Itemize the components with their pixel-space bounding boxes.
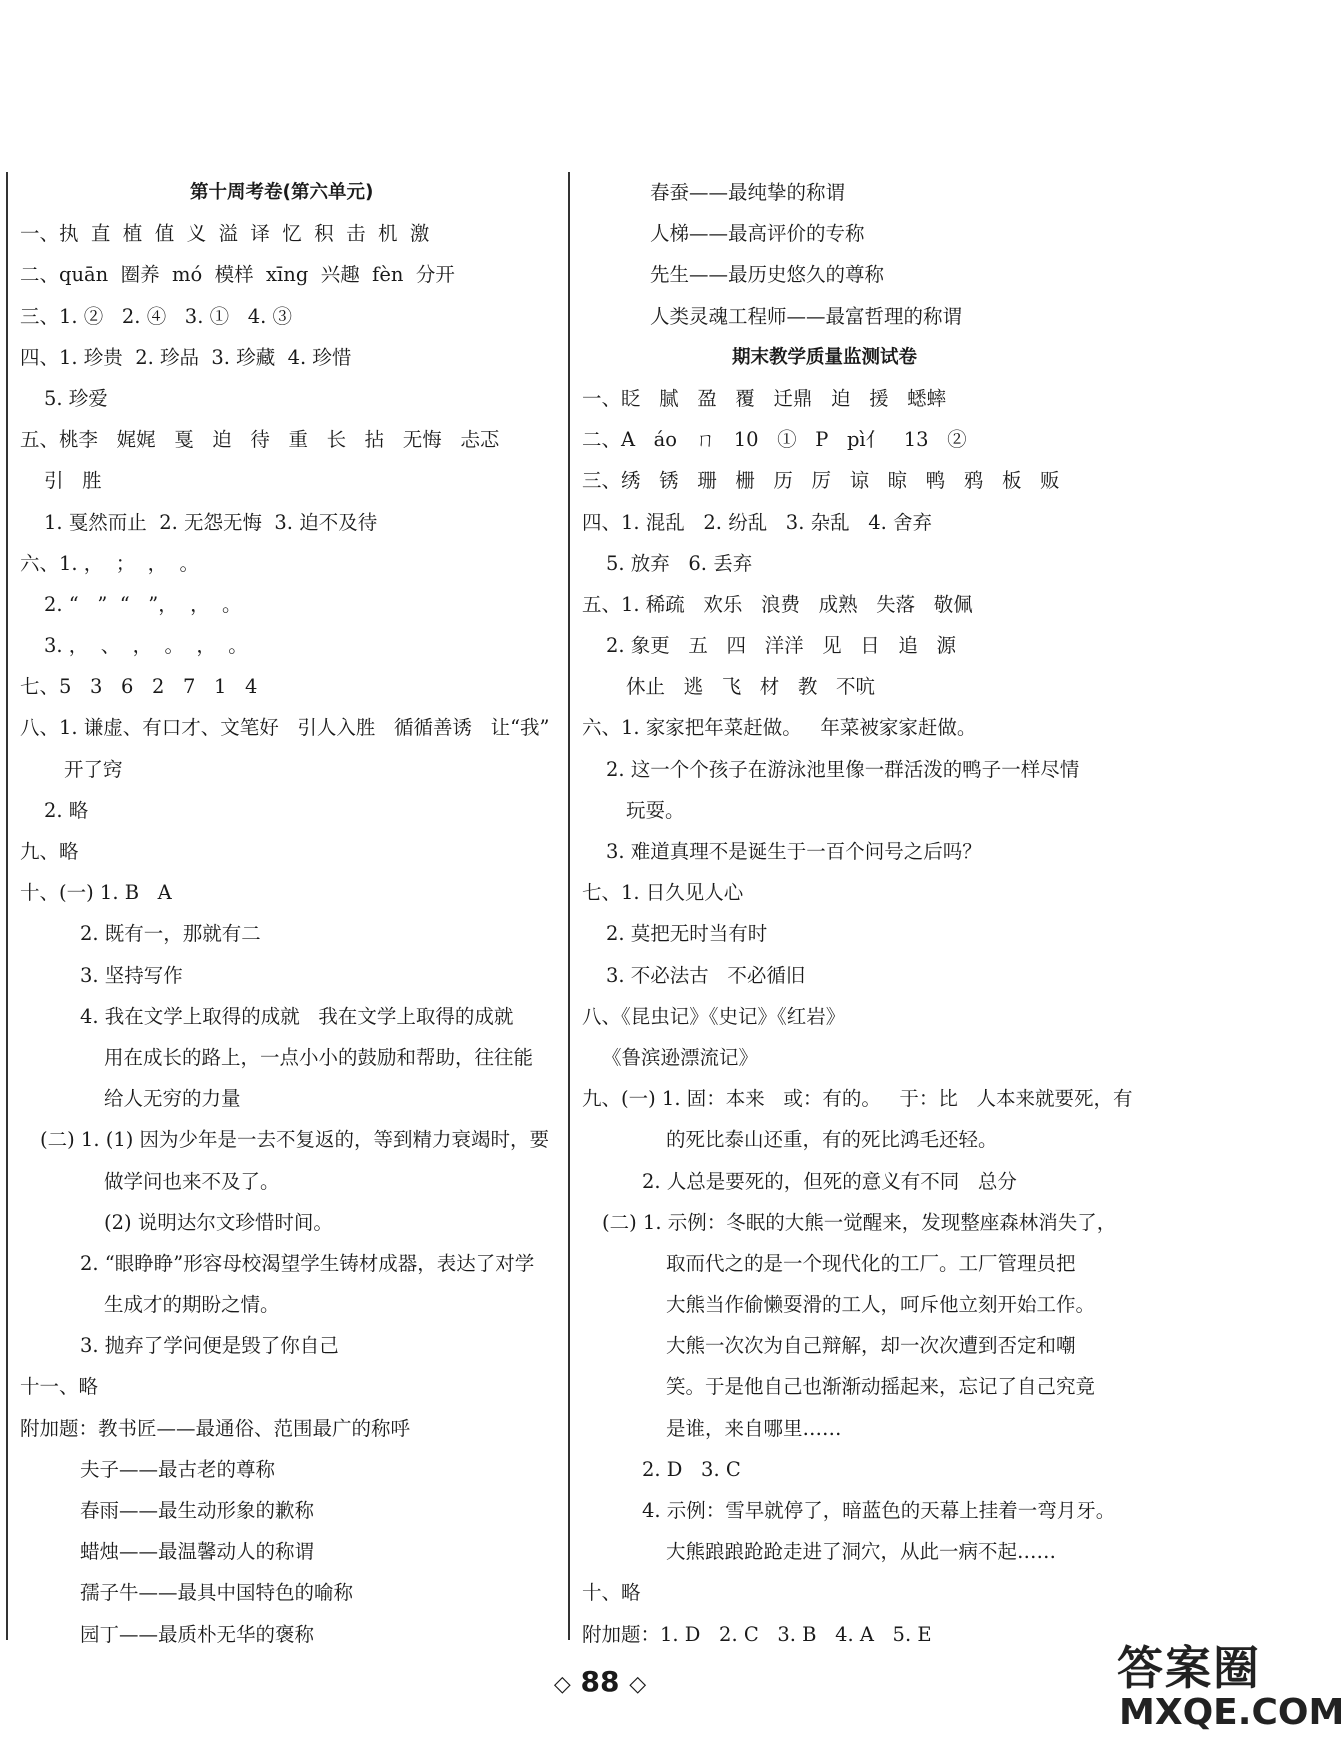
answer-line: 3. 不必法古 不必循旧 <box>606 963 806 987</box>
answer-line: 一、执 直 植 值 义 溢 译 忆 积 击 机 激 <box>20 222 430 246</box>
answer-line: 人类灵魂工程师——最富哲理的称谓 <box>650 304 963 328</box>
answer-line: 用在成长的路上，一点小小的鼓励和帮助，往往能 <box>104 1045 534 1069</box>
answer-line: 人梯——最高评价的专称 <box>650 222 865 246</box>
answer-line: (二) 1. (1) 因为少年是一去不复返的，等到精力衰竭时，要 <box>40 1128 550 1152</box>
answer-line: 3. 难道真理不是诞生于一百个问号之后吗？ <box>606 840 982 863</box>
answer-line: 3. 抛弃了学问便是毁了你自己 <box>80 1334 339 1358</box>
answer-line: 的死比泰山还重，有的死比鸿毛还轻。 <box>666 1128 998 1152</box>
answer-line: 附加题：1. D 2. C 3. B 4. A 5. E <box>582 1622 932 1646</box>
answer-line: 八、1. 谦虚、有口才、文笔好 引人入胜 循循善诱 让“我” <box>20 716 550 740</box>
answer-line: 4. 示例：雪早就停了，暗蓝色的天幕上挂着一弯月牙。 <box>642 1499 1116 1522</box>
answer-line: 3. 坚持写作 <box>80 963 183 987</box>
answer-line: 5. 放弃 6. 丢弃 <box>606 551 753 575</box>
watermark-logo <box>1115 1630 1344 1738</box>
diamond-right-icon: ◇ <box>629 1672 647 1697</box>
answer-line: 九、(一) 1. 固：本来 或：有的。 于：比 人本来就要死，有 <box>582 1087 1133 1111</box>
answer-line: 2. 莫把无时当有时 <box>606 922 768 946</box>
answer-line: 十一、略 <box>20 1375 99 1399</box>
answer-line: 二、A áo ㄇ 10 ① P pì亻 13 ② <box>582 428 967 452</box>
answer-line: 玩耍。 <box>626 798 685 822</box>
answer-line: 大熊当作偷懒耍滑的工人，呵斥他立刻开始工作。 <box>666 1293 1096 1317</box>
answer-line: 笑。于是他自己也渐渐动摇起来，忘记了自己究竟 <box>666 1375 1096 1399</box>
answer-line: 休止 逃 飞 材 教 不吭 <box>626 675 875 699</box>
answer-line: 《鲁滨逊漂流记》 <box>602 1045 759 1069</box>
answer-line: 2. 这一个个孩子在游泳池里像一群活泼的鸭子一样尽情 <box>606 757 1080 781</box>
answer-line: 六、1. 家家把年菜赶做。 年菜被家家赶做。 <box>582 716 977 740</box>
answer-line: 七、5 3 6 2 7 1 4 <box>20 675 258 699</box>
answer-line: 二、quān 圈养 mó 模样 xīng 兴趣 fèn 分开 <box>20 263 455 287</box>
answer-line: 夫子——最古老的尊称 <box>80 1457 276 1481</box>
answer-line: 七、1. 日久见人心 <box>582 881 744 905</box>
answer-line: 2. 象更 五 四 洋洋 见 日 追 源 <box>606 634 956 658</box>
answer-line: 八、《昆虫记》《史记》《红岩》 <box>582 1004 846 1028</box>
answer-line: 大熊踉踉跄跄走进了洞穴，从此一病不起…… <box>666 1540 1057 1564</box>
answer-line: 5. 珍爱 <box>44 386 108 410</box>
answer-line: 2. “ ” “ ”， ， 。 <box>44 592 242 616</box>
answer-line: (2) 说明达尔文珍惜时间。 <box>104 1210 333 1234</box>
answer-line: 2. 既有一，那就有二 <box>80 922 261 946</box>
answer-line: (二) 1. 示例：冬眠的大熊一觉醒来，发现整座森林消失了， <box>602 1210 1117 1234</box>
page-number: 88 <box>580 1665 620 1698</box>
answer-line: 2. D 3. C <box>642 1457 741 1481</box>
answer-line: 1. 戛然而止 2. 无怨无悔 3. 迫不及待 <box>44 510 378 534</box>
answer-line: 开了窍 <box>64 757 123 781</box>
watermark-en: MXQE.COM <box>1119 1692 1344 1733</box>
answer-line: 是谁，来自哪里…… <box>666 1416 842 1440</box>
page-footer <box>540 1665 660 1698</box>
answer-line: 给人无穷的力量 <box>104 1087 241 1111</box>
answer-line: 十、(一) 1. B A <box>20 881 172 905</box>
answer-line: 2. 人总是要死的，但死的意义有不同 总分 <box>642 1169 1017 1193</box>
answer-line: 做学问也来不及了。 <box>104 1169 280 1193</box>
answer-line: 大熊一次次为自己辩解，却一次次遭到否定和嘲 <box>666 1334 1076 1358</box>
answer-line: 引 胜 <box>44 469 102 493</box>
answer-line: 三、1. ② 2. ④ 3. ① 4. ③ <box>20 304 293 328</box>
answer-line: 十、略 <box>582 1581 641 1605</box>
section-title: 第十周考卷(第六单元) <box>190 182 374 203</box>
right-answer-column <box>582 172 1133 1655</box>
answer-line: 取而代之的是一个现代化的工厂。工厂管理员把 <box>666 1251 1076 1275</box>
answer-line: 4. 我在文学上取得的成就 我在文学上取得的成就 <box>80 1004 514 1028</box>
answer-line: 蜡烛——最温馨动人的称谓 <box>80 1540 315 1564</box>
answer-line: 四、1. 混乱 2. 纷乱 3. 杂乱 4. 舍弃 <box>582 510 933 534</box>
answer-line: 五、桃李 娓娓 戛 迫 待 重 长 拈 无悔 忐忑 <box>20 428 500 452</box>
answer-line: 园丁——最质朴无华的褒称 <box>80 1622 315 1646</box>
answer-line: 2. “眼睁睁”形容母校渴望学生铸材成器，表达了对学 <box>80 1251 535 1275</box>
left-border-rule <box>6 172 8 1640</box>
answer-line: 生成才的期盼之情。 <box>104 1293 280 1317</box>
answer-line: 九、略 <box>20 840 79 863</box>
answer-line: 2. 略 <box>44 798 89 822</box>
answer-line: 春蚕——最纯挚的称谓 <box>650 181 846 204</box>
answer-line: 附加题：教书匠——最通俗、范围最广的称呼 <box>20 1416 411 1440</box>
left-answer-column <box>20 172 565 1655</box>
answer-line: 先生——最历史悠久的尊称 <box>650 263 885 287</box>
answer-line: 三、绣 锈 珊 栅 历 厉 谅 晾 鸭 鸦 板 贩 <box>582 469 1060 493</box>
answer-line: 五、1. 稀疏 欢乐 浪费 成熟 失落 敬佩 <box>582 592 973 616</box>
answer-line: 孺子牛——最具中国特色的喻称 <box>80 1581 354 1605</box>
answer-line: 春雨——最生动形象的歉称 <box>80 1499 315 1522</box>
section-title: 期末教学质量监测试卷 <box>732 346 918 368</box>
answer-line: 3. ， 、 ， 。 ， 。 <box>44 634 248 658</box>
column-divider <box>568 172 570 1640</box>
watermark-cn: 答案圈 <box>1117 1641 1261 1695</box>
diamond-left-icon: ◇ <box>553 1672 571 1697</box>
answer-line: 四、1. 珍贵 2. 珍品 3. 珍藏 4. 珍惜 <box>20 345 352 369</box>
answer-line: 一、眨 腻 盈 覆 迁鼎 迫 援 蟋蟀 <box>582 386 947 410</box>
answer-line: 六、1. ， ； ， 。 <box>20 551 199 575</box>
